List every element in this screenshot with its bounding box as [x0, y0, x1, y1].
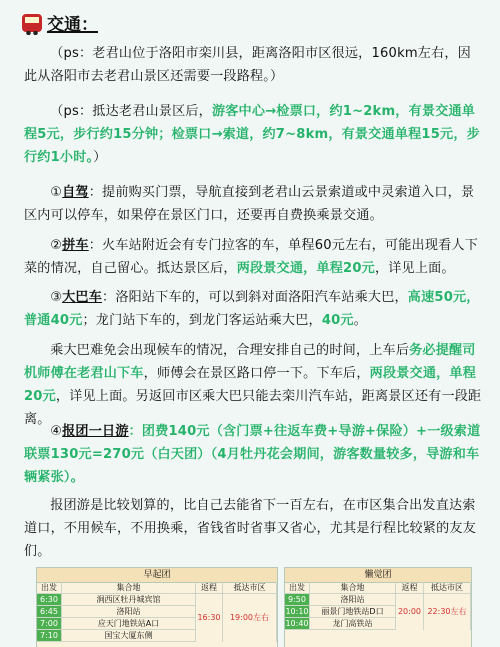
time-cell: 7:00 [37, 618, 62, 630]
arrive-time: 22:30左右 [424, 594, 471, 630]
table-header-row [37, 582, 277, 593]
early-group-table [36, 567, 278, 647]
arrive-time: 19:00左右 [223, 594, 277, 642]
paragraph-carpool: ②拼车：火车站附近会有专门拉客的车，单程60元左右，可能出现看人下菜的情况，自己留心。抵达景区后，两段景交通，单程20元，详见上面。 [24, 238, 479, 276]
table-header-row [285, 582, 471, 593]
header-cell: 出发 [285, 582, 310, 594]
paragraph-tour: ④报团一日游：团费140元（含门票+往返车费+导游+保险）+一级索道联票130元=270元（白天团）（4月牡丹花会期间，游客数量较多，导游和车辆紧张）。 [24, 424, 481, 485]
paragraph-bus-tips: 乘大巴难免会出现候车的情况，合理安排自己的时间，上车后务必提醒司机师傅在老君山下车，师傅会在景区路口停一下。下车后，两段景交通，单程20元，详见上面。另返回市区乘大巴只能去栾川汽车站，距离景区还有一段距离。 [24, 343, 482, 427]
return-time: 20:00 [396, 594, 424, 630]
place-cell: 洛阳站 [62, 606, 196, 618]
place-cell: 龙门高铁站 [310, 618, 396, 630]
section-title: 交通： [47, 15, 98, 35]
table-caption: 早起团 [37, 568, 277, 583]
header-cell: 集合地 [62, 582, 196, 594]
header-cell: 抵达市区 [424, 582, 471, 594]
section-header [22, 10, 98, 35]
paragraph-ps-location: （ps：老君山位于洛阳市栾川县，距离洛阳市区很远，160km左右，因此从洛阳市去老君山景区还需要一段路程。） [24, 46, 471, 84]
paragraph-self-drive: ①自驾：提前购买门票，导航直接到老君山云景索道或中灵索道入口，景区内可以停车，如果停在景区门口，还要再自费换乘景交通。 [24, 185, 475, 223]
time-cell: 7:10 [37, 630, 62, 642]
place-cell: 涧西区牡丹城宾馆 [62, 594, 196, 606]
header-cell: 集合地 [310, 582, 396, 594]
table-caption: 懒觉团 [285, 568, 471, 583]
place-cell: 国宝大厦东侧 [62, 630, 196, 642]
time-cell: 10:40 [285, 619, 309, 628]
paragraph-tour-note: 报团游是比较划算的，比自己去能省下一百左右，在市区集合出发直达索道口，不用候车，不用换乘，省钱省时省事又省心，尤其是行程比较紧的友友们。 [24, 498, 476, 559]
place-cell: 应天门地铁站A口 [62, 618, 196, 630]
header-cell: 出发 [37, 582, 62, 594]
place-cell: 丽景门地铁站D口 [310, 606, 396, 618]
tour-schedule-tables [36, 567, 472, 647]
return-time: 16:30 [196, 594, 223, 642]
header-cell: 抵达市区 [223, 582, 277, 594]
time-cell: 6:30 [37, 594, 62, 606]
time-cell: 10:10 [285, 607, 309, 616]
header-cell: 返程 [196, 582, 223, 594]
place-cell: 洛阳站 [310, 594, 396, 606]
time-cell: 9:50 [285, 594, 310, 606]
late-group-table [284, 567, 472, 647]
header-cell: 返程 [396, 582, 424, 594]
paragraph-bus: ③大巴车：洛阳站下车的，可以到斜对面洛阳汽车站乘大巴，高速50元，普通40元；龙门站下车的，到龙门客运站乘大巴，40元。 [24, 290, 480, 328]
time-cell: 6:45 [37, 606, 62, 618]
bus-icon [22, 14, 42, 32]
paragraph-ps-scenic: （ps：抵达老君山景区后，游客中心→检票口，约1~2km，有景交通单程5元，步行约15分钟；检票口→索道，约7~8km，有景交通单程15元，步行约1小时。） [24, 104, 480, 165]
